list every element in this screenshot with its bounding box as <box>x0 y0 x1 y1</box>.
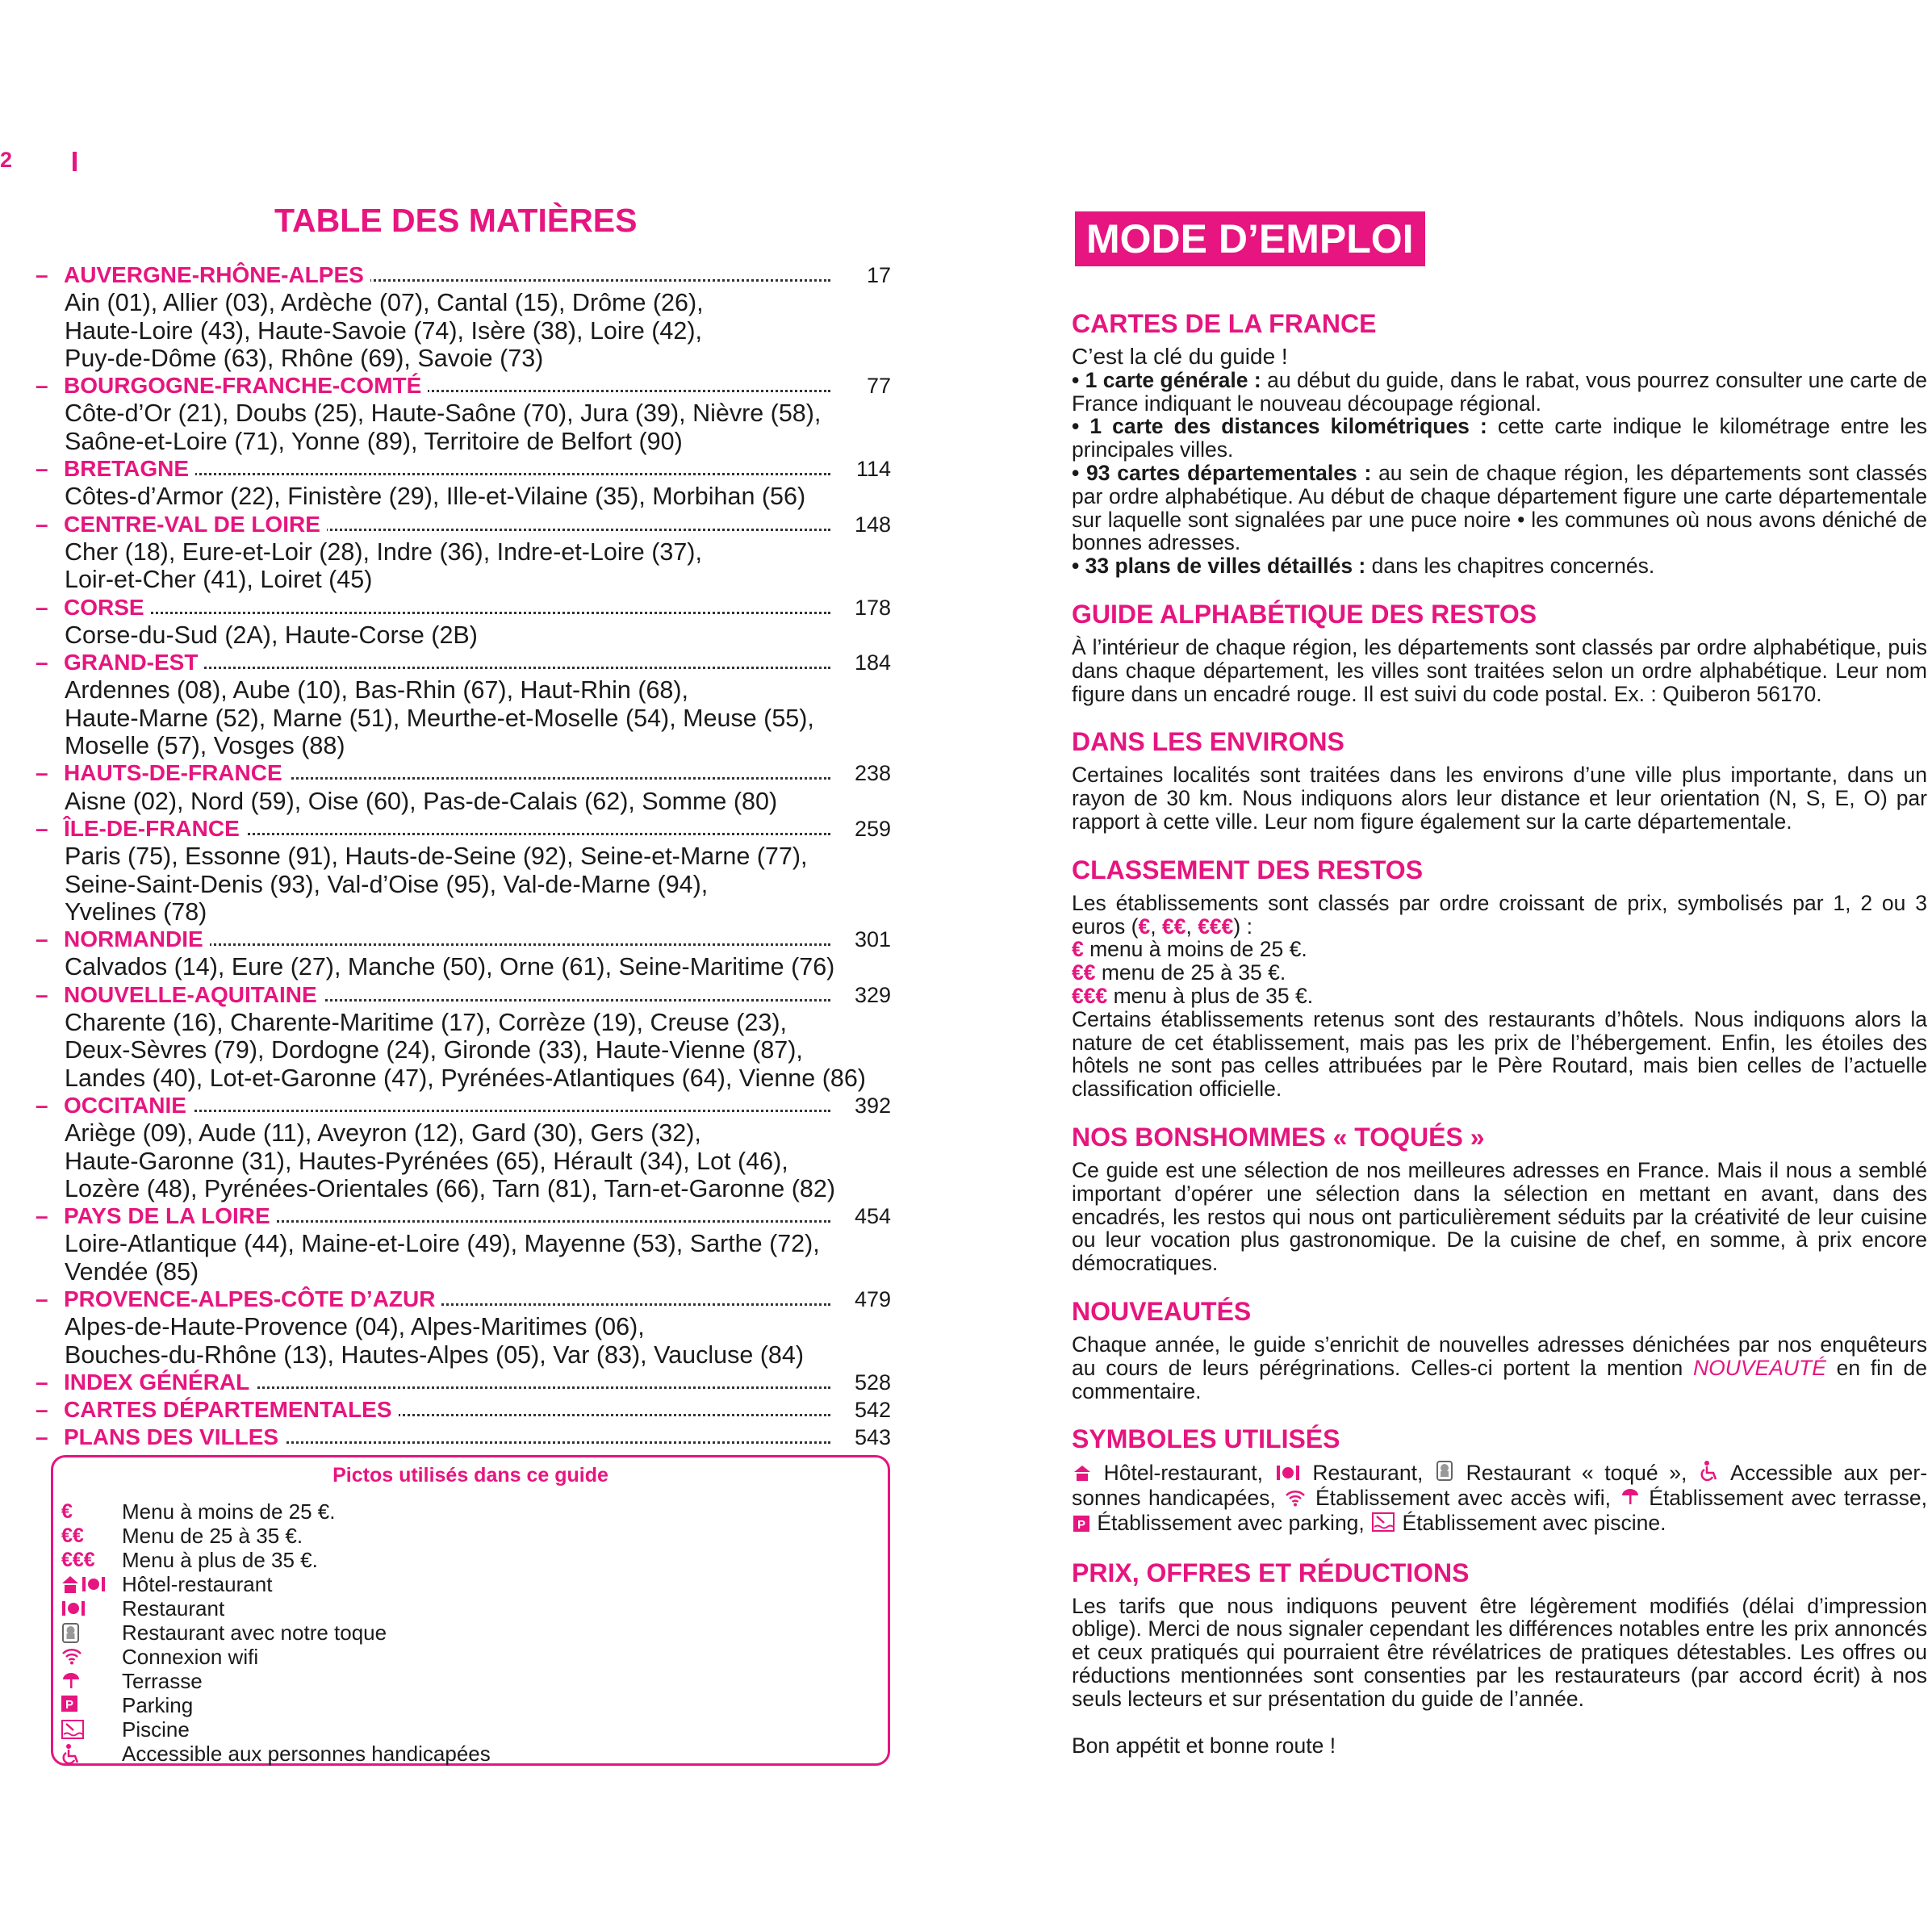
section-classement <box>1072 855 1927 1101</box>
toc-entry <box>36 1369 891 1396</box>
toc-departments-line: Lozère (48), Pyrénées-Orientales (66), Tarn (81), Tarn-et-Garonne (82) <box>65 1174 835 1202</box>
section-title: CLASSEMENT DES RESTOS <box>1072 855 1424 884</box>
price-text: menu de 25 à 35 €. <box>1095 960 1286 985</box>
toc-region-name: GRAND-EST <box>64 649 204 676</box>
text: Les établissements sont classés par ordre croissant de prix, symbolisés par 1, 2 ou 3 euros ( <box>1072 890 1927 939</box>
toc-entry <box>36 1092 891 1202</box>
toc-departments-line: Haute-Marne (52), Marne (51), Meurthe-et-Moselle (54), Meuse (55), <box>65 704 814 732</box>
toc-dash: – <box>36 456 48 482</box>
euro-2-symbol: €€ <box>61 1524 84 1547</box>
toc-entry-heading <box>36 1092 891 1119</box>
legend-item-label: Parking <box>122 1693 194 1717</box>
legend-item-label: Connexion wifi <box>122 1645 259 1669</box>
toc-dash: – <box>36 760 48 786</box>
toc-dash: – <box>36 1203 48 1229</box>
bullet-text: cette carte indique le kilométrage entre les principales villes. <box>1072 414 1927 462</box>
pool-icon <box>61 1717 110 1742</box>
bullet-label: • 1 carte des distances kilométriques : <box>1072 414 1487 439</box>
hotel-restaurant-icon <box>61 1572 110 1596</box>
toc-entry-heading <box>36 455 891 483</box>
euro-2-symbol: €€ <box>1072 960 1096 985</box>
toc-departments-line: Paris (75), Essonne (91), Hauts-de-Seine (92), Seine-et-Marne (77), <box>65 843 808 871</box>
toc-entry <box>36 455 891 511</box>
separator: , <box>1186 914 1198 939</box>
toc-departments-line: Saône-et-Loire (71), Yonne (89), Territoire de Belfort (90) <box>65 427 683 455</box>
section-symboles <box>1072 1424 1927 1536</box>
text: Hôtel-restaurant, <box>1093 1461 1274 1486</box>
toc-region-name: BRETAGNE <box>64 455 195 483</box>
toc-region-name: PAYS DE LA LOIRE <box>64 1202 277 1230</box>
text: Établissement avec piscine. <box>1396 1510 1666 1535</box>
toc-entry-heading <box>36 1424 891 1451</box>
toc-departments-line: Vendée (85) <box>65 1257 199 1286</box>
toc-page-number: 17 <box>866 263 891 287</box>
terrace-icon <box>1620 1487 1640 1512</box>
toc-leader-dots <box>65 612 830 614</box>
legend-item-label: Restaurant <box>122 1596 225 1620</box>
toc-departments-line: Cher (18), Eure-et-Loir (28), Indre (36), Indre-et-Loire (37), <box>65 537 702 566</box>
toc-region-name: ÎLE-DE-FRANCE <box>64 815 246 843</box>
toc-entry-heading <box>36 981 891 1009</box>
legend-item <box>61 1548 868 1572</box>
toc-page-number: 329 <box>854 982 891 1007</box>
section-title: DANS LES ENVIRONS <box>1072 727 1344 757</box>
legend-item <box>61 1669 868 1693</box>
toc-entry <box>36 511 891 594</box>
price-line <box>1072 938 1927 961</box>
section-toques <box>1072 1122 1927 1275</box>
toc-entry-heading <box>36 649 891 676</box>
toc-dash: – <box>36 981 48 1007</box>
toc-departments-line: Ardennes (08), Aube (10), Bas-Rhin (67), Haut-Rhin (68), <box>65 676 689 705</box>
toc-departments-line: Calvados (14), Eure (27), Manche (50), Orne (61), Seine-Maritime (76) <box>65 953 835 981</box>
toc-departments-line: Aisne (02), Nord (59), Oise (60), Pas-de-Calais (62), Somme (80) <box>65 787 778 815</box>
euro-2-symbol: €€ <box>1161 914 1186 939</box>
section-title: NOUVEAUTÉS <box>1072 1296 1252 1326</box>
toc-page-number: 77 <box>866 374 891 399</box>
legend-item <box>61 1717 868 1742</box>
toc-entry <box>36 261 891 372</box>
toc-page-number: 392 <box>854 1093 891 1118</box>
page-number-divider <box>73 152 77 171</box>
toc-departments-line: Moselle (57), Vosges (88) <box>65 732 345 760</box>
legend-list <box>61 1499 868 1766</box>
toc-departments-line: Loire-Atlantique (44), Maine-et-Loire (49), Mayenne (53), Sarthe (72), <box>65 1230 820 1258</box>
toc-region-name: PROVENCE-ALPES-CÔTE D’AZUR <box>64 1286 441 1313</box>
toc-dash: – <box>36 650 48 675</box>
toc-entry-heading <box>36 926 891 953</box>
toc-page-number: 301 <box>854 927 891 952</box>
legend-item-label: Hôtel-restaurant <box>122 1572 273 1596</box>
text: Établissement avec parking, <box>1091 1510 1371 1535</box>
cartes-intro: C’est la clé du guide ! <box>1072 344 1288 369</box>
toc-departments-line: Corse-du-Sud (2A), Haute-Corse (2B) <box>65 621 478 649</box>
text: Restaurant « toqué », <box>1454 1461 1698 1486</box>
toc-dash: – <box>36 594 48 620</box>
toc-departments-line: Côte-d’Or (21), Doubs (25), Haute-Saône (70), Jura (39), Nièvre (58), <box>65 399 822 428</box>
toc-entry-heading <box>36 1286 891 1313</box>
toc-entry-heading <box>36 1396 891 1424</box>
legend-item-label: Restaurant avec notre toque <box>122 1620 387 1645</box>
euro-1-symbol: € <box>1072 937 1084 962</box>
toc-entry-heading <box>36 815 891 843</box>
toc-entry <box>36 649 891 759</box>
price-text: menu à plus de 35 €. <box>1107 983 1314 1008</box>
toc-dash: – <box>36 511 48 537</box>
bullet-label: • 1 carte générale : <box>1072 367 1261 392</box>
cartes-bullet <box>1072 462 1927 554</box>
toc-entry <box>36 594 891 650</box>
toc-dash: – <box>36 262 48 287</box>
cartes-bullet <box>1072 369 1927 416</box>
closing-line: Bon appétit et bonne route ! <box>1072 1733 1336 1758</box>
toc-region-name: INDEX GÉNÉRAL <box>64 1369 256 1396</box>
accessible-icon <box>61 1742 110 1766</box>
price-line <box>1072 961 1927 985</box>
toc-region-name: OCCITANIE <box>64 1092 193 1119</box>
text: Accessible aux personnes handicapées, <box>1072 1461 1928 1511</box>
toc-page-number: 259 <box>854 816 891 841</box>
section-body: Certaines localités sont traitées dans les environs d’une ville plus importante, dans un rayon de 30 km. Nous indiquons alors leur distance et leur orientation (N, S, E, O) par rapport à cette ville. Leur nom figure également sur la carte départementale. <box>1072 763 1927 834</box>
toc-page-number: 479 <box>854 1286 891 1311</box>
toc-entry-heading <box>36 372 891 399</box>
toc-dash: – <box>36 1397 48 1423</box>
toc-departments-line: Landes (40), Lot-et-Garonne (47), Pyrénées-Atlantiques (64), Vienne (86) <box>65 1064 866 1092</box>
euro-1-symbol: € <box>1138 914 1151 939</box>
text: ) : <box>1233 914 1252 939</box>
euro-3-symbol: €€€ <box>61 1549 95 1571</box>
toc-entry-heading <box>36 261 891 289</box>
toque-icon <box>61 1620 110 1645</box>
legend-item-label: Menu à plus de 35 €. <box>122 1548 318 1572</box>
toc-page-number: 184 <box>854 650 891 675</box>
classement-intro <box>1072 892 1927 939</box>
section-title: CARTES DE LA FRANCE <box>1072 309 1377 338</box>
text: en fin de commentaire. <box>1072 1355 1928 1403</box>
toc-region-name: NOUVELLE-AQUITAINE <box>64 981 324 1009</box>
euro-1-symbol: € <box>61 1500 73 1523</box>
legend-item-label: Piscine <box>122 1717 190 1742</box>
hotel-restaurant-icon <box>1073 1463 1091 1487</box>
toc-departments-line: Bouches-du-Rhône (13), Hautes-Alpes (05), Var (83), Vaucluse (84) <box>65 1340 804 1369</box>
page-number: 2 <box>0 148 13 172</box>
wifi-icon <box>1285 1488 1306 1512</box>
toc-departments-line: Deux-Sèvres (79), Dordogne (24), Gironde (33), Haute-Vienne (87), <box>65 1036 803 1064</box>
toc-region-name: HAUTS-DE-FRANCE <box>64 759 289 787</box>
section-body: À l’intérieur de chaque région, les départements sont classés par ordre alphabétique, puis dans chaque département, les villes sont traitées selon un ordre alphabétique. Leur nom figure dans un encadré rouge. Il est suivi du code postal. Ex. : Quiberon 56170. <box>1072 634 1927 706</box>
legend-item <box>61 1620 868 1645</box>
toc-departments-line: Côtes-d’Armor (22), Finistère (29), Ille-et-Vilaine (35), Morbihan (56) <box>65 483 806 511</box>
toc-entry-heading <box>36 511 891 538</box>
toc-page-number: 114 <box>855 457 891 482</box>
section-body <box>1072 1461 1927 1536</box>
toc-dash: – <box>36 1369 48 1395</box>
section-body <box>1072 1333 1927 1403</box>
toc-region-name: CORSE <box>64 594 151 621</box>
legend-item <box>61 1693 868 1717</box>
section-body: Ce guide est une sélection de nos meilleures adresses en France. Mais il nous a semblé important d’opérer une sélection dans la sélection en mettant en avant, dans des encadrés, les restos qui nous ont particulièrement séduits par la créativité de leur cuisine ou leur vocation plus gastronomique. De la cuisine de chef, en somme, à prix encore démocratiques. <box>1072 1157 1927 1276</box>
toc-departments-line: Puy-de-Dôme (63), Rhône (69), Savoie (73) <box>65 344 544 372</box>
bullet-text: dans les chapitres concernés. <box>1365 554 1655 579</box>
mode-emploi-title: MODE D’EMPLOI <box>1075 211 1425 266</box>
section-cartes <box>1072 308 1927 578</box>
bullet-text: au début du guide, dans le rabat, vous pourrez consulter une carte de France indiquant le nouveau découpage régional. <box>1072 367 1927 416</box>
toc-entry <box>36 1424 891 1451</box>
toc-departments-line: Ariège (09), Aude (11), Aveyron (12), Gard (30), Gers (32), <box>65 1119 701 1148</box>
toc-departments-line: Charente (16), Charente-Maritime (17), Corrèze (19), Creuse (23), <box>65 1009 787 1037</box>
toc-page-number: 454 <box>854 1204 891 1229</box>
svg-text:P: P <box>65 1698 74 1712</box>
accessible-icon <box>1700 1461 1719 1487</box>
nouveaute-tag: NOUVEAUTÉ <box>1692 1355 1826 1380</box>
price-line <box>1072 985 1927 1008</box>
toc-page-number: 178 <box>854 595 891 620</box>
bullet-label: • 93 cartes départementales : <box>1072 460 1372 485</box>
text: Restaurant, <box>1301 1461 1434 1486</box>
toc-entry <box>36 1202 891 1286</box>
svg-text:P: P <box>1077 1517 1086 1532</box>
toc-departments-line: Ain (01), Allier (03), Ardèche (07), Cantal (15), Drôme (26), <box>65 289 704 317</box>
toc-departments-line: Haute-Loire (43), Haute-Savoie (74), Isère (38), Loire (42), <box>65 316 702 345</box>
toc-dash: – <box>36 373 48 399</box>
toc-entry-heading <box>36 1202 891 1230</box>
bullet-text: au sein de chaque région, les départements sont classés par ordre alphabétique. Au début de chaque département figure une carte départementale sur laquelle sont signalées par une puce noire • les communes où nous avons déniché de bonnes adresses. <box>1072 460 1928 555</box>
legend-item-label: Menu à moins de 25 €. <box>122 1499 336 1524</box>
text: Chaque année, le guide s’enrichit de nouvelles adresses dénichées par nos enquêteurs au cours de leurs pérégrinations. Celles-ci portent la mention <box>1072 1332 1927 1380</box>
toc-dash: – <box>36 815 48 841</box>
section-body <box>1072 892 1927 1101</box>
legend-item-label: Accessible aux personnes handicapées <box>122 1742 491 1766</box>
parking-icon <box>61 1693 110 1717</box>
text: Établissement avec terrasse, <box>1641 1486 1927 1511</box>
restaurant-icon <box>1276 1463 1300 1487</box>
section-prix <box>1072 1558 1927 1711</box>
toc-region-name: NORMANDIE <box>64 926 210 953</box>
toc-page-number: 542 <box>854 1398 891 1423</box>
toc-region-name: CARTES DÉPARTEMENTALES <box>64 1396 399 1424</box>
toc-departments-line: Alpes-de-Haute-Provence (04), Alpes-Maritimes (06), <box>65 1313 645 1341</box>
toc-entry <box>36 372 891 455</box>
toc-entry <box>36 926 891 981</box>
section-body <box>1072 345 1927 578</box>
toc-entry-heading <box>36 759 891 787</box>
toc-region-name: CENTRE-VAL DE LOIRE <box>64 511 327 538</box>
section-title: PRIX, OFFRES ET RÉDUCTIONS <box>1072 1558 1470 1587</box>
section-title: SYMBOLES UTILISÉS <box>1072 1424 1340 1454</box>
section-environs <box>1072 726 1927 833</box>
text: Établissement avec accès wifi, <box>1307 1486 1619 1511</box>
legend-title: Pictos utilisés dans ce guide <box>332 1464 608 1487</box>
toc-page-number: 543 <box>854 1425 891 1450</box>
legend-item <box>61 1742 868 1766</box>
euro-3-symbol: €€€ <box>1072 983 1108 1008</box>
parking-icon <box>1073 1513 1089 1537</box>
section-title: GUIDE ALPHABÉTIQUE DES RESTOS <box>1072 599 1537 629</box>
toc-dash: – <box>36 926 48 952</box>
toc-entry-heading <box>36 1369 891 1396</box>
legend-item <box>61 1572 868 1596</box>
toc-page-number: 148 <box>854 512 891 537</box>
section-body: Les tarifs que nous indiquons peuvent être légèrement modifiés (délai d’impression oblige). Merci de nous signaler cependant les différences notables entre les prix annoncés et ceux pratiqués qui pourraient être révélatrices de pratiques détestables. Les offres ou réductions mentionnées sont consenties par les restaurateurs (par accord écrit) à nos seuls lecteurs et sur présentation du guide de l’année. <box>1072 1593 1927 1711</box>
price-text: menu à moins de 25 €. <box>1083 937 1307 962</box>
wifi-icon <box>61 1645 110 1669</box>
classement-text: Certains établissements retenus sont des restaurants d’hôtels. Nous indiquons alors la nature de cet établissement, mais pas les prix de l’hébergement. Enfin, les étoiles des hôtels ne sont pas celles attribuées par le Père Routard, mais bien celles de l’actuelle classification officielle. <box>1072 1006 1927 1102</box>
legend-item <box>61 1645 868 1669</box>
toc-region-name: AUVERGNE-RHÔNE-ALPES <box>64 261 370 289</box>
legend-item <box>61 1524 868 1548</box>
toc-entry-heading <box>36 594 891 621</box>
terrace-icon <box>61 1669 110 1693</box>
toc-region-name: BOURGOGNE-FRANCHE-COMTÉ <box>64 372 428 399</box>
legend-item-label: Menu de 25 à 35 €. <box>122 1524 303 1548</box>
euro-3-symbol: €€€ <box>1198 914 1234 939</box>
section-guide-alphabetique <box>1072 599 1927 705</box>
toc-departments-line: Haute-Garonne (31), Hautes-Pyrénées (65), Hérault (34), Lot (46), <box>65 1147 788 1175</box>
restaurant-icon <box>61 1596 110 1620</box>
toc-departments-line: Yvelines (78) <box>65 897 207 926</box>
toc-departments-line: Seine-Saint-Denis (93), Val-d’Oise (95), Val-de-Marne (94), <box>65 870 709 898</box>
toc-page-number: 238 <box>854 761 891 786</box>
pictos-legend-box <box>51 1455 890 1766</box>
bullet-label: • 33 plans de villes détaillés : <box>1072 554 1366 579</box>
toc-entry <box>36 759 891 815</box>
toc-page-number: 528 <box>854 1370 891 1395</box>
cartes-bullet <box>1072 415 1927 462</box>
legend-item <box>61 1596 868 1620</box>
toc-departments-line: Loir-et-Cher (41), Loiret (45) <box>65 566 373 594</box>
toc-list <box>36 261 891 1452</box>
legend-item <box>61 1499 868 1524</box>
legend-item-label: Terrasse <box>122 1669 203 1693</box>
toc-entry <box>36 1286 891 1369</box>
toc-dash: – <box>36 1286 48 1311</box>
toque-icon <box>1436 1461 1453 1487</box>
section-nouveautes <box>1072 1296 1927 1403</box>
mode-emploi-sections <box>1072 308 1927 1758</box>
toc-dash: – <box>36 1424 48 1450</box>
toc-entry <box>36 981 891 1092</box>
cartes-bullet <box>1072 554 1927 578</box>
toc-entry <box>36 1396 891 1424</box>
separator: , <box>1150 914 1162 939</box>
toc-dash: – <box>36 1092 48 1118</box>
toc-title: TABLE DES MATIÈRES <box>274 202 638 239</box>
pool-icon <box>1372 1512 1395 1537</box>
toc-region-name: PLANS DES VILLES <box>64 1424 285 1451</box>
section-title: NOS BONSHOMMES « TOQUÉS » <box>1072 1122 1485 1152</box>
toc-entry <box>36 815 891 926</box>
